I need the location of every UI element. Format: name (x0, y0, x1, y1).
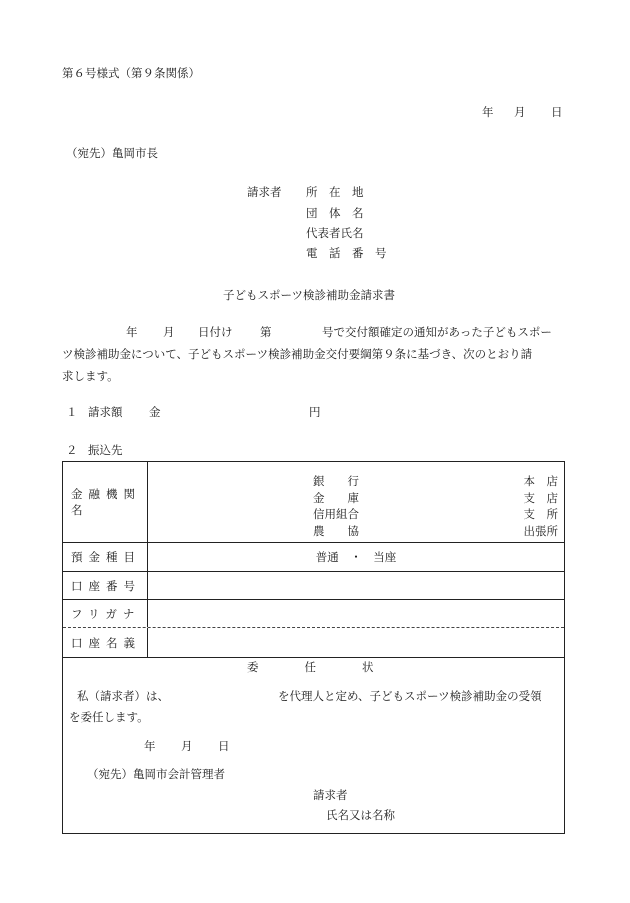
proxy-section (62, 657, 565, 834)
branch-type-list (524, 473, 559, 539)
body-no-prefix: 第 (260, 325, 272, 339)
applicant-phone-label: 電 話 番 号 (306, 246, 387, 260)
date-month: 月 (514, 105, 526, 119)
form-number: 第６号様式（第９条関係） (62, 66, 200, 80)
bank-type-item: 農 協 (313, 523, 359, 538)
deposit-type-cell[interactable] (148, 543, 564, 571)
item1-currency: 金 (149, 405, 161, 419)
branch-type-item: 出張所 (523, 523, 558, 538)
item2-label: 振込先 (88, 443, 123, 457)
furigana-row (63, 600, 564, 628)
branch-type-item: 本 店 (523, 474, 558, 488)
addressee: （宛先）亀岡市長 (66, 146, 158, 160)
account-number-field[interactable] (148, 572, 564, 599)
proxy-line1-start: 私（請求者）は、 (77, 689, 169, 703)
proxy-requester: 請求者 (313, 788, 348, 802)
body-year: 年 (126, 325, 138, 339)
account-name-row (63, 628, 564, 657)
furigana-field[interactable] (148, 600, 564, 627)
applicant-label: 請求者 (247, 185, 282, 199)
body-line3: 求します。 (62, 369, 119, 383)
bank-type-item: 信用組合 (313, 507, 359, 521)
item1-unit: 円 (309, 405, 321, 419)
deposit-type-row (63, 543, 564, 572)
proxy-addressee: （宛先）亀岡市会計管理者 (87, 767, 225, 781)
account-number-label: 口座番号 (63, 572, 148, 599)
institution-cell[interactable] (148, 462, 564, 542)
item1-number: １ (66, 405, 78, 419)
deposit-type-label: 預金種目 (63, 543, 148, 571)
deposit-type-options[interactable]: 普通 ・ 当座 (315, 550, 397, 564)
document-title: 子どもスポーツ検診補助金請求書 (223, 288, 396, 302)
applicant-representative-label: 代表者氏名 (306, 226, 364, 240)
account-name-label: 口座名義 (63, 628, 148, 657)
body-line1-rest: 号で交付額確定の通知があった子どもスポー (322, 325, 552, 339)
institution-label: 金融機関名 (63, 462, 148, 542)
proxy-line1-end: を代理人と定め、子どもスポーツ検診補助金の受領 (278, 689, 542, 703)
proxy-year: 年 (144, 739, 156, 753)
account-number-row (63, 572, 564, 600)
proxy-day: 日 (218, 739, 230, 753)
date-day: 日 (551, 105, 563, 119)
body-day: 日付け (198, 325, 233, 339)
proxy-title: 委 任 状 (247, 660, 374, 674)
bank-type-list (313, 473, 359, 539)
branch-type-item: 支 所 (523, 507, 558, 521)
bank-account-table (62, 461, 565, 658)
bank-type-item: 銀 行 (313, 474, 359, 488)
item1-label: 請求額 (88, 405, 123, 419)
item2-number: ２ (66, 443, 78, 457)
account-name-field[interactable] (148, 628, 564, 657)
bank-type-item: 金 庫 (313, 490, 359, 505)
applicant-organization-label: 団 体 名 (306, 206, 364, 220)
applicant-address-label: 所 在 地 (306, 185, 364, 199)
institution-row (63, 462, 564, 543)
branch-type-item: 支 店 (523, 490, 558, 505)
proxy-month: 月 (181, 739, 193, 753)
body-line2: ツ検診補助金について、子どもスポーツ検診補助金交付要綱第９条に基づき、次のとおり請 (62, 347, 533, 361)
body-month: 月 (163, 325, 175, 339)
date-year: 年 (482, 105, 494, 119)
furigana-label: フリガナ (63, 600, 148, 627)
proxy-name: 氏名又は名称 (326, 808, 395, 822)
proxy-line2: を委任します。 (69, 710, 149, 724)
